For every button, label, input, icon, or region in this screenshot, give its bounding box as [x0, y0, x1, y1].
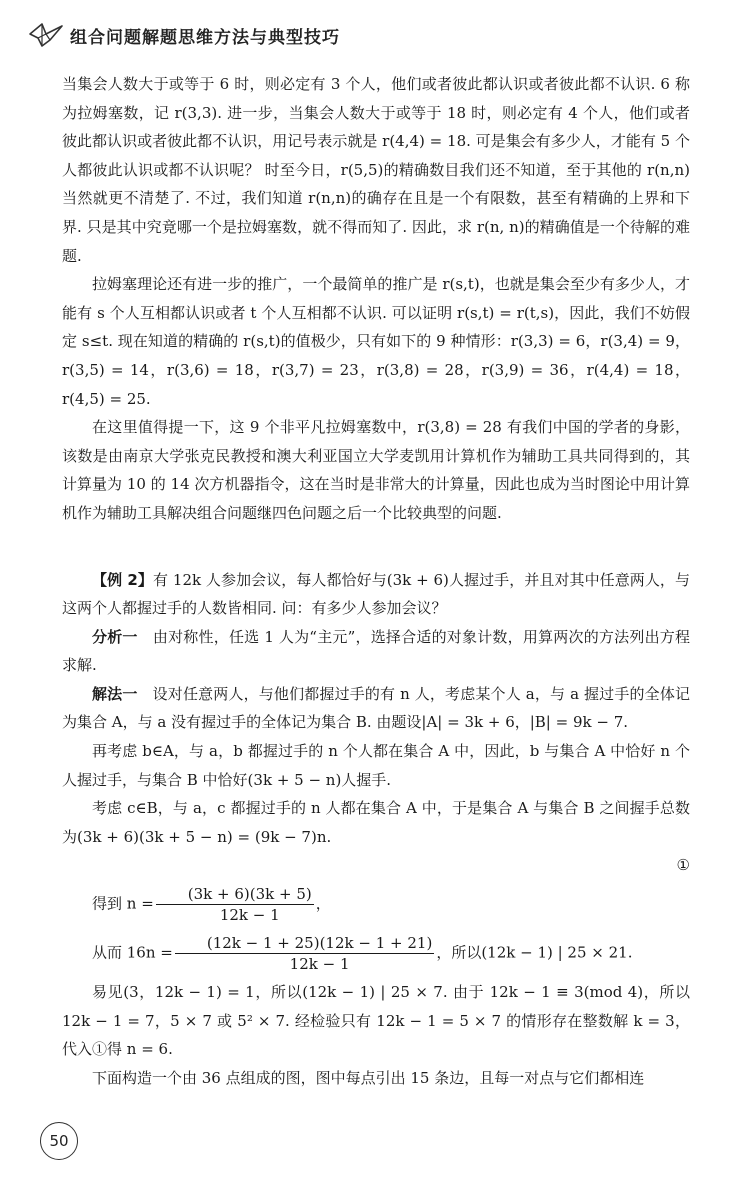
paragraph-ramsey-generalization: 拉姆塞理论还有进一步的推广，一个最简单的推广是 r(s,t)，也就是集会至少有多少人，才能有 s 个人互相都认识或者 t 个人互相都不认识. 可以证明 r(s,t) = r(t,s)，因此，我们不妨假定 s≤t. 现在知道的精确的 r(s,t)的值极少，只有如下的 9 种情形：r(3,3) = 6，r(3,4) = 9，r(3,5) = 14，r(3,6) = 18，r(3,7) = 23，r(3,8) = 28，r(3,9) = 36，r(4,4) = 18，r(4,5) = 25. [62, 275, 690, 408]
paragraph-easy-to-see: 易见(3，12k − 1) = 1，所以(12k − 1) | 25 × 7. 由于 12k − 1 ≡ 3(mod 4)，所以 12k − 1 = 7，5 × 7 或 5² × 7. 经检验只有 12k − 1 = 5 × 7 的情形存在整数解 k = 3，代入①得 n = 6. [62, 983, 690, 1059]
equation-3-prefix: 从而 16n = [92, 943, 173, 962]
equation-1-text: 考虑 c∈B，与 a，c 都握过手的 n 人都在集合 A 中，于是集合 A 与集合 B 之间握手总数为(3k + 6)(3k + 5 − n) = (9k − 7)n. [62, 799, 690, 846]
solution-text: 设对任意两人，与他们都握过手的有 n 人，考虑某个人 a，与 a 握过手的全体记为集合 A，与 a 没有握过手的全体记为集合 B. 由题设|A| = 3k + 6，|B| = 9k − 7. [62, 684, 690, 732]
paragraph-consider-b: 再考虑 b∈A，与 a，b 都握过手的 n 个人都在集合 A 中，因此，b 与集合 A 中恰好 n 个人握过手，与集合 B 中恰好(3k + 5 − n)人握手. [62, 742, 690, 789]
equation-3-suffix: ，所以(12k − 1) | 25 × 21. [436, 943, 633, 962]
equation-1-marker-line [62, 851, 690, 880]
solution-label: 解法一 [92, 684, 138, 703]
equation-2-prefix: 得到 n = [92, 894, 154, 913]
example-problem [62, 566, 690, 623]
equation-3-fraction [175, 933, 434, 974]
equation-2 [62, 880, 690, 929]
equation-2-denominator: 12k − 1 [219, 906, 280, 925]
example-problem-text: 有 12k 人参加会议，每人都恰好与(3k + 6)人握过手，并且对其中任意两人，与这两个人都握过手的人数皆相同. 问：有多少人参加会议？ [62, 570, 690, 618]
running-title: 组合问题解题思维方法与典型技巧 [70, 27, 340, 48]
equation-2-fraction [156, 884, 314, 925]
equation-3 [62, 929, 690, 978]
analysis-text: 由对称性，任选 1 人为“主元”，选择合适的对象计数，用算两次的方法列出方程求解. [62, 627, 690, 675]
paragraph-ramsey-intro: 当集会人数大于或等于 6 时，则必定有 3 个人，他们或者彼此都认识或者彼此都不认识. 6 称为拉姆塞数，记 r(3,3). 进一步，当集会人数大于或等于 18 时，则必定有 4 个人，他们或者彼此都认识或者彼此都不认识，用记号表示就是 r(4,4) = 18. 可是集会有多少人，才能有 5 个人都彼此认识或都不认识呢？ 时至今日，r(5,5)的精确数目我们还不知道，至于其他的 r(n,n)当然就更不清楚了. 不过，我们知道 r(n,n)的确存在且是一个有限数，甚至有精确的上界和下界. 只是其中究竟哪一个是拉姆塞数，就不得而知了. 因此，求 r(n, n)的精确值是一个待解的难题. [62, 75, 690, 265]
equation-2-numerator: (3k + 6)(3k + 5) [156, 884, 314, 905]
equation-3-numerator: (12k − 1 + 25)(12k − 1 + 21) [175, 933, 434, 954]
solution-paragraph [62, 680, 690, 737]
origami-crane-icon [28, 20, 64, 50]
paragraph-chinese-contribution: 在这里值得提一下，这 9 个非平凡拉姆塞数中，r(3,8) = 28 有我们中国的学者的身影，该数是由南京大学张克民教授和澳大利亚国立大学麦凯用计算机作为辅助工具共同得到的，其计算量为 10 的 14 次方机器指令，这在当时是非常大的计算量，因此也成为当时图论中用计算机作为辅助工具解决组合问题继四色问题之后一个比较典型的问题. [62, 418, 690, 522]
equation-1-marker: ① [676, 856, 690, 875]
page-body [62, 70, 690, 1092]
analysis-paragraph [62, 623, 690, 680]
page-header [28, 18, 340, 52]
paragraph-construction: 下面构造一个由 36 点组成的图，图中每点引出 15 条边，且每一对点与它们都相连 [92, 1068, 645, 1087]
paragraph-consider-c [62, 794, 690, 851]
analysis-label: 分析一 [92, 627, 138, 646]
example-label: 【例 2】 [92, 570, 154, 589]
equation-2-suffix: ， [315, 894, 331, 913]
page-number: 50 [40, 1122, 78, 1160]
section-gap [62, 528, 690, 566]
equation-3-denominator: 12k − 1 [289, 955, 350, 974]
